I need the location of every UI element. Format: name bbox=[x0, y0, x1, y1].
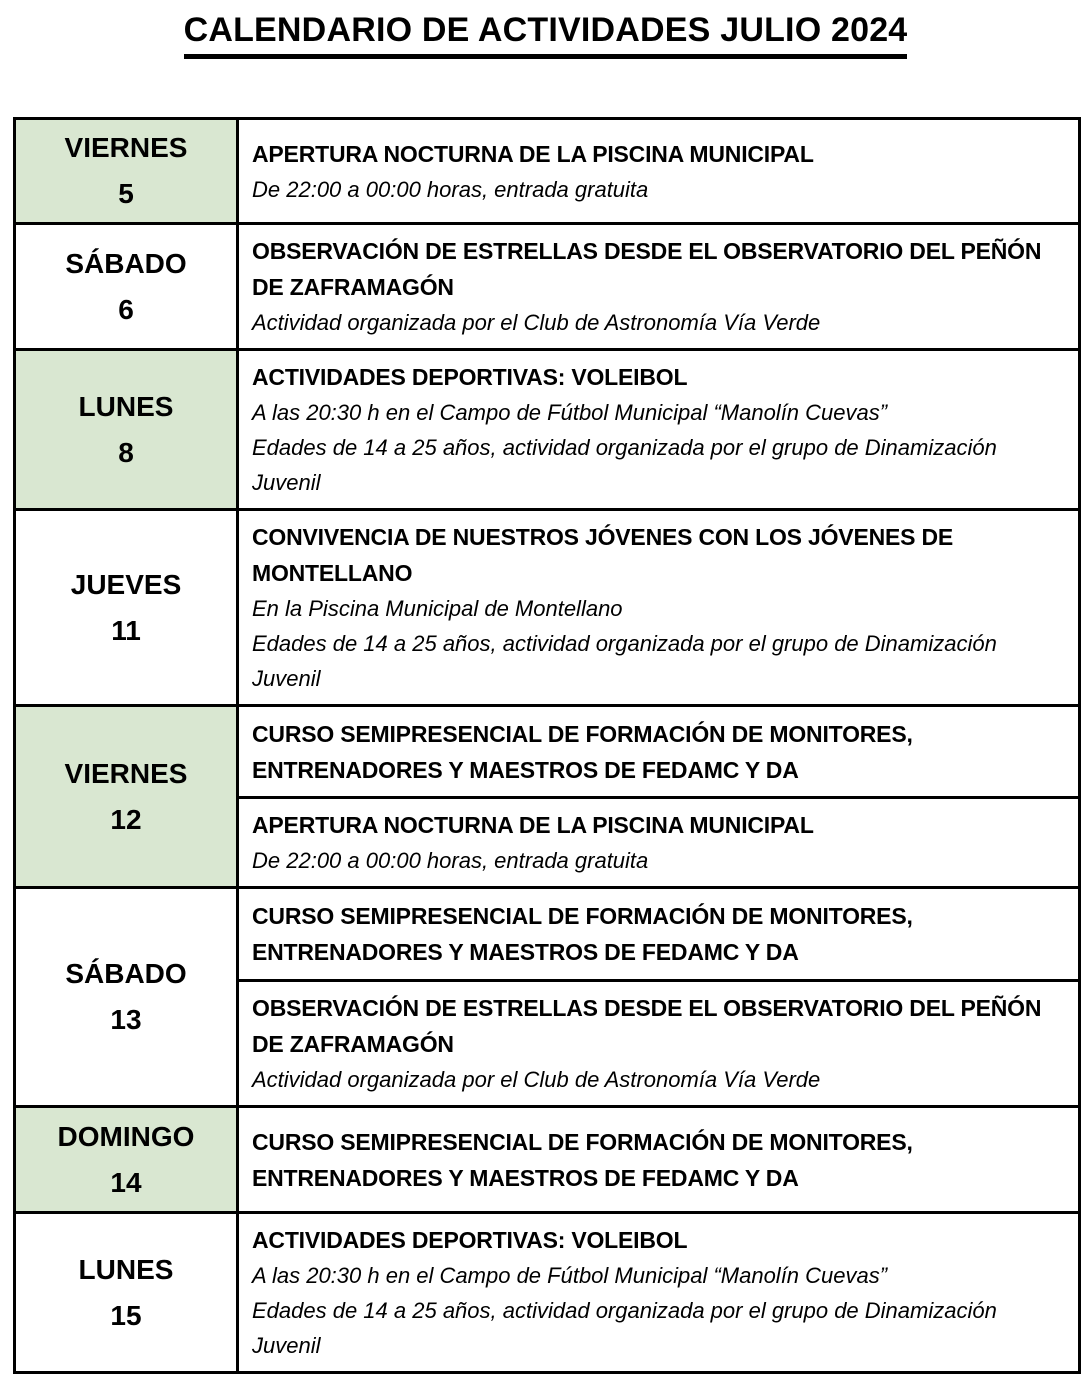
table-row bbox=[15, 1213, 1080, 1373]
day-name: DOMINGO bbox=[57, 1120, 195, 1152]
day-number: 12 bbox=[110, 803, 142, 835]
day-cell-lunes-8 bbox=[15, 350, 238, 510]
day-name: VIERNES bbox=[64, 757, 188, 789]
activity-title: APERTURA NOCTURNA DE LA PISCINA MUNICIPAL bbox=[252, 140, 814, 167]
table-row bbox=[15, 224, 1080, 350]
activity-title: ACTIVIDADES DEPORTIVAS: VOLEIBOL bbox=[252, 364, 688, 391]
activity-note: De 22:00 a 00:00 horas, entrada gratuita bbox=[252, 848, 649, 874]
title-wrap bbox=[13, 10, 1078, 59]
table-row bbox=[15, 1107, 1080, 1213]
activity-title: OBSERVACIÓN DE ESTRELLAS DESDE EL OBSERVATORIO DEL PEÑÓN DE ZAFRAMAGÓN bbox=[252, 238, 1042, 301]
day-number: 8 bbox=[118, 436, 134, 468]
day-cell-domingo-14 bbox=[15, 1107, 238, 1213]
day-number: 5 bbox=[118, 178, 134, 210]
day-number: 14 bbox=[110, 1166, 142, 1198]
table-row bbox=[15, 350, 1080, 510]
table-row bbox=[15, 510, 1080, 706]
activities-table bbox=[13, 117, 1081, 1374]
activity-cell bbox=[238, 350, 1080, 510]
activity-note: A las 20:30 h en el Campo de Fútbol Municipal “Manolín Cuevas” bbox=[252, 1263, 888, 1289]
activity-cell bbox=[238, 981, 1080, 1107]
activity-title: APERTURA NOCTURNA DE LA PISCINA MUNICIPAL bbox=[252, 812, 814, 839]
activity-title: CURSO SEMIPRESENCIAL DE FORMACIÓN DE MONITORES, ENTRENADORES Y MAESTROS DE FEDAMC Y DA bbox=[252, 903, 913, 966]
day-cell-viernes-12 bbox=[15, 706, 238, 888]
day-number: 6 bbox=[118, 293, 134, 325]
day-name: SÁBADO bbox=[65, 247, 187, 279]
day-number: 13 bbox=[110, 1004, 142, 1036]
activity-note: De 22:00 a 00:00 horas, entrada gratuita bbox=[252, 176, 649, 202]
activity-title: CONVIVENCIA DE NUESTROS JÓVENES CON LOS JÓVENES DE MONTELLANO bbox=[252, 524, 954, 587]
activity-cell bbox=[238, 119, 1080, 224]
day-cell-lunes-15 bbox=[15, 1213, 238, 1373]
activity-note: En la Piscina Municipal de Montellano bbox=[252, 596, 623, 622]
day-name: SÁBADO bbox=[65, 958, 187, 990]
day-cell-sabado-13 bbox=[15, 888, 238, 1107]
table-row bbox=[15, 706, 1080, 798]
activity-note: Actividad organizada por el Club de Astronomía Vía Verde bbox=[252, 1067, 821, 1093]
day-number: 15 bbox=[110, 1299, 142, 1331]
activity-cell bbox=[238, 510, 1080, 706]
day-name: LUNES bbox=[78, 390, 174, 422]
activity-note: Edades de 14 a 25 años, actividad organizada por el grupo de Dinamización Juvenil bbox=[252, 631, 997, 692]
page-title: CALENDARIO DE ACTIVIDADES JULIO 2024 bbox=[184, 12, 908, 59]
activity-cell bbox=[238, 888, 1080, 981]
day-cell-sabado-6 bbox=[15, 224, 238, 350]
activity-title: ACTIVIDADES DEPORTIVAS: VOLEIBOL bbox=[252, 1227, 688, 1254]
activity-title: CURSO SEMIPRESENCIAL DE FORMACIÓN DE MONITORES, ENTRENADORES Y MAESTROS DE FEDAMC Y DA bbox=[252, 1128, 913, 1191]
activity-title: OBSERVACIÓN DE ESTRELLAS DESDE EL OBSERVATORIO DEL PEÑÓN DE ZAFRAMAGÓN bbox=[252, 995, 1042, 1058]
activity-note: Edades de 14 a 25 años, actividad organizada por el grupo de Dinamización Juvenil bbox=[252, 435, 997, 496]
activity-note: Actividad organizada por el Club de Astronomía Vía Verde bbox=[252, 310, 821, 336]
activity-cell bbox=[238, 798, 1080, 888]
day-name: LUNES bbox=[78, 1253, 174, 1285]
activity-title: CURSO SEMIPRESENCIAL DE FORMACIÓN DE MONITORES, ENTRENADORES Y MAESTROS DE FEDAMC Y DA bbox=[252, 720, 913, 783]
activity-cell bbox=[238, 1213, 1080, 1373]
day-number: 11 bbox=[111, 614, 141, 646]
day-cell-jueves-11 bbox=[15, 510, 238, 706]
activity-note: A las 20:30 h en el Campo de Fútbol Municipal “Manolín Cuevas” bbox=[252, 400, 888, 426]
day-cell-viernes-5 bbox=[15, 119, 238, 224]
activity-cell bbox=[238, 706, 1080, 798]
table-row bbox=[15, 119, 1080, 224]
activity-note: Edades de 14 a 25 años, actividad organizada por el grupo de Dinamización Juvenil bbox=[252, 1298, 997, 1359]
activity-cell bbox=[238, 1107, 1080, 1213]
activity-cell bbox=[238, 224, 1080, 350]
day-name: VIERNES bbox=[64, 132, 188, 164]
day-name: JUEVES bbox=[70, 568, 182, 600]
table-row bbox=[15, 888, 1080, 981]
